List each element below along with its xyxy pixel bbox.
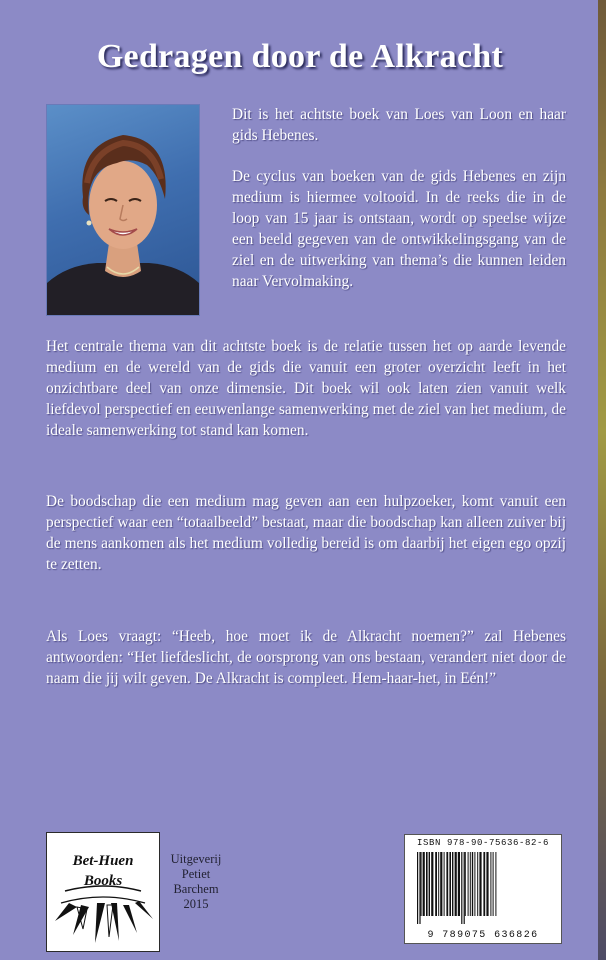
publisher-logo [46, 832, 160, 952]
cycle-paragraph: De cyclus van boeken van de gids Hebenes en zijn medium is hiermee voltooid. In de reeks die in de loop van 15 jaar is ontstaan, wordt op speelse wijze een beeld gegeven van de ontwikkelingsgang van de ziel en de uitwerking van thema’s die kunnen leiden naar Vervolmaking. [232, 168, 566, 290]
sun-rays-icon [47, 833, 159, 951]
author-photo [46, 104, 200, 316]
message-paragraph: De boodschap die een medium mag geven aan een hulpzoeker, komt vanuit een perspectief waar een “totaalbeeld” bestaat, maar die boodschap kan alleen zuiver bij de mens aankomen als het medium volledig bereid is om daarbij het eigen ego opzij te zetten. [46, 493, 566, 573]
isbn-barcode [404, 834, 562, 944]
book-title: Gedragen door de Alkracht [96, 38, 504, 75]
intro-paragraph: Dit is het achtste boek van Loes van Loon en haar gids Hebenes. [232, 106, 566, 144]
publisher-name: Petiet [181, 867, 211, 881]
publisher-city: Barchem [173, 882, 219, 896]
theme-paragraph: Het centrale thema van dit achtste boek is de relatie tussen het op aarde levende medium en de wereld van de gids die vanuit een groter overzicht leeft in het onzichtbare deel van onze dimensie. Dit boek wil ook laten zien vanuit welk liefdevol perspectief en eeuwenlange samenwerking met de ziel van het medium, de ideale samenwerking tot stand kan komen. [46, 338, 566, 439]
quote-paragraph: Als Loes vraagt: “Heeb, hoe moet ik de Alkracht noemen?” zal Hebenes antwoorden: “Het liefdeslicht, de oorsprong van ons bestaan, verandert niet door de naam die jij wilt geven. De Alkracht is compleet. Hem-haar-het, in Eén!” [46, 628, 566, 687]
publisher-year: 2015 [183, 897, 209, 911]
logo-line2: Books [83, 873, 123, 889]
logo-line1: Bet-Huen [72, 853, 134, 869]
isbn-digits: 9 789075 636826 [427, 930, 539, 941]
publisher-label: Uitgeverij [170, 852, 222, 866]
barcode-bars [415, 852, 551, 924]
spine-edge [598, 0, 606, 960]
publisher-info [166, 852, 226, 912]
isbn-label: ISBN 978-90-75636-82-6 [416, 838, 550, 848]
